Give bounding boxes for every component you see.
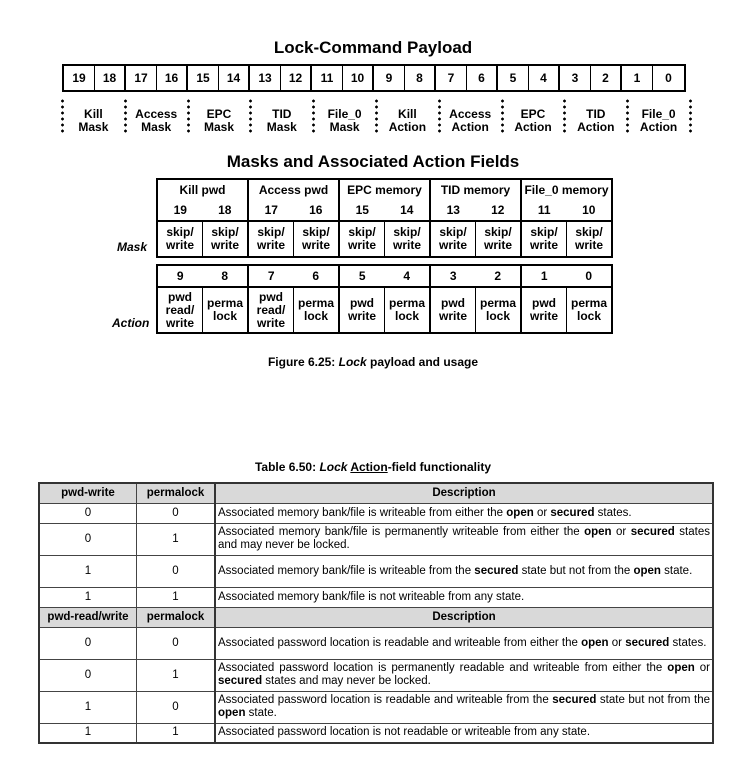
cell-line: write bbox=[210, 238, 239, 252]
action-cell bbox=[203, 287, 249, 333]
value-a: 0 bbox=[39, 523, 137, 555]
field-label bbox=[565, 108, 627, 134]
field-label-line2: Mask bbox=[141, 120, 172, 134]
cell-line: read/ bbox=[256, 302, 286, 317]
cell-line: pwd bbox=[168, 289, 192, 304]
cell-line: skip/ bbox=[211, 225, 239, 239]
cell-line: perma bbox=[479, 296, 517, 310]
bit-cell: 12 bbox=[281, 66, 312, 90]
cell-line: write bbox=[529, 238, 558, 252]
cell-line: lock bbox=[303, 309, 328, 323]
bit-cell: 11 bbox=[312, 66, 343, 90]
bit-cell: 14 bbox=[219, 66, 250, 90]
mask-row-label: Mask bbox=[117, 240, 148, 254]
col-header-2: permalock bbox=[137, 607, 216, 627]
field-label bbox=[251, 108, 313, 134]
spacer-cell bbox=[157, 257, 203, 265]
description-cell bbox=[215, 555, 713, 587]
field-label bbox=[125, 108, 187, 134]
mask-cell bbox=[294, 221, 340, 257]
value-a: 1 bbox=[39, 723, 137, 743]
table-row bbox=[39, 587, 713, 607]
figure-caption-suffix: payload and usage bbox=[366, 355, 479, 369]
cell-line: write bbox=[392, 238, 421, 252]
bit-cell: 16 bbox=[157, 66, 188, 90]
col-header-description: Description bbox=[215, 483, 713, 503]
bit-cell: 0 bbox=[665, 71, 672, 85]
description-emphasis: secured bbox=[474, 564, 519, 577]
cell-line: write bbox=[301, 238, 330, 252]
action-bit-number: 9 bbox=[157, 265, 203, 287]
description-text: state. bbox=[660, 564, 693, 577]
cell-line: write bbox=[165, 315, 194, 330]
mask-cell bbox=[567, 221, 613, 257]
mask-bit-number: 17 bbox=[248, 201, 294, 221]
mask-bit-number: 18 bbox=[203, 201, 249, 221]
description-text: or bbox=[608, 636, 626, 649]
field-label-line1: Kill bbox=[84, 107, 103, 121]
description-text: state but not from the bbox=[596, 694, 711, 706]
col-header-1: pwd-write bbox=[39, 483, 137, 503]
col-header-1: pwd-read/write bbox=[39, 607, 137, 627]
description-text: states. bbox=[669, 636, 707, 649]
value-b: 0 bbox=[137, 503, 216, 523]
field-label bbox=[188, 108, 250, 134]
value-a: 1 bbox=[39, 555, 137, 587]
table-row bbox=[39, 659, 713, 691]
spacer-cell bbox=[294, 257, 340, 265]
description-emphasis: secured bbox=[218, 675, 263, 687]
mask-bit-number: 14 bbox=[385, 201, 431, 221]
action-cell bbox=[157, 287, 203, 333]
action-cell bbox=[294, 287, 340, 333]
value-a: 0 bbox=[39, 503, 137, 523]
field-label-line2: Action bbox=[639, 120, 678, 134]
description-cell bbox=[215, 523, 713, 555]
mask-cell bbox=[385, 221, 431, 257]
cell-line: perma bbox=[206, 296, 244, 310]
bit-cell: 10 bbox=[343, 66, 374, 90]
table-caption-suffix: -field functionality bbox=[387, 460, 492, 474]
cell-line: skip/ bbox=[348, 225, 376, 239]
spacer-cell bbox=[203, 257, 249, 265]
description-emphasis: open bbox=[584, 526, 612, 538]
cell-line: write bbox=[529, 309, 558, 323]
field-label-line1: Kill bbox=[398, 107, 417, 121]
cell-line: skip/ bbox=[257, 225, 285, 239]
cell-line: lock bbox=[485, 309, 510, 323]
cell-line: lock bbox=[394, 309, 419, 323]
spacer-cell bbox=[430, 257, 476, 265]
action-bit-number: 2 bbox=[476, 265, 522, 287]
description-emphasis: secured bbox=[630, 526, 675, 538]
field-label-line1: Access bbox=[449, 107, 492, 121]
field-label-line1: EPC bbox=[206, 107, 232, 121]
bit-cell: 9 bbox=[374, 66, 405, 90]
bit-cell: 8 bbox=[405, 66, 436, 90]
spacer-cell bbox=[567, 257, 613, 265]
cell-line: write bbox=[347, 238, 376, 252]
cell-line: read/ bbox=[165, 302, 195, 317]
description-text: states and may never be locked. bbox=[262, 675, 431, 687]
mask-cell bbox=[476, 221, 522, 257]
field-label-line1: Access bbox=[135, 107, 178, 121]
description-emphasis: secured bbox=[552, 694, 597, 706]
bit-cell: 19 bbox=[64, 66, 95, 90]
bit-cell: 1 bbox=[622, 66, 653, 90]
field-label-line2: Mask bbox=[78, 120, 109, 134]
value-a: 1 bbox=[39, 691, 137, 723]
cell-line: skip/ bbox=[439, 225, 467, 239]
action-cell bbox=[339, 287, 385, 333]
col-header-description: Description bbox=[215, 607, 713, 627]
group-header: EPC memory bbox=[339, 179, 430, 201]
field-label-line2: Action bbox=[451, 120, 489, 134]
table-row bbox=[39, 503, 713, 523]
description-emphasis: open bbox=[506, 506, 534, 519]
mask-bit-number: 15 bbox=[339, 201, 385, 221]
description-text: state. bbox=[245, 707, 277, 719]
bit-cell: 13 bbox=[250, 66, 281, 90]
action-cell bbox=[476, 287, 522, 333]
value-a: 1 bbox=[39, 587, 137, 607]
table-row bbox=[39, 627, 713, 659]
cell-line: skip/ bbox=[484, 225, 512, 239]
mask-bit-number: 11 bbox=[521, 201, 567, 221]
description-cell bbox=[215, 659, 713, 691]
action-cell bbox=[430, 287, 476, 333]
field-label bbox=[502, 108, 564, 134]
figure-caption-prefix: Figure 6.25: bbox=[267, 355, 339, 369]
description-text: states. bbox=[594, 506, 632, 519]
mask-bit-number: 10 bbox=[567, 201, 613, 221]
value-b: 0 bbox=[137, 627, 216, 659]
cell-line: write bbox=[438, 238, 467, 252]
spacer-cell bbox=[339, 257, 385, 265]
description-text: Associated memory bank/file is permanently writeable from either the bbox=[218, 526, 585, 538]
action-bit-number: 4 bbox=[385, 265, 431, 287]
table-caption bbox=[0, 460, 746, 474]
mask-cell bbox=[203, 221, 249, 257]
field-label-line1: TID bbox=[272, 107, 292, 121]
field-label bbox=[439, 108, 501, 134]
group-header: TID memory bbox=[430, 179, 521, 201]
cell-line: pwd bbox=[441, 296, 465, 310]
value-b: 1 bbox=[137, 659, 216, 691]
action-bit-number: 8 bbox=[203, 265, 249, 287]
mask-cell bbox=[430, 221, 476, 257]
table-caption-prefix: Table 6.50: bbox=[254, 460, 320, 474]
masks-title: Masks and Associated Action Fields bbox=[226, 152, 520, 171]
mask-cell bbox=[521, 221, 567, 257]
action-field-table bbox=[38, 482, 714, 744]
value-b: 1 bbox=[137, 587, 216, 607]
cell-line: skip/ bbox=[393, 225, 421, 239]
bit-cell: 2 bbox=[591, 66, 622, 90]
bit-cell: 17 bbox=[126, 66, 157, 90]
mask-cell bbox=[248, 221, 294, 257]
description-emphasis: secured bbox=[550, 506, 595, 519]
mask-bit-number: 13 bbox=[430, 201, 476, 221]
mask-cell bbox=[157, 221, 203, 257]
value-a: 0 bbox=[39, 659, 137, 691]
description-text: Associated memory bank/file is writeable from either the bbox=[218, 506, 507, 519]
description-emphasis: secured bbox=[625, 636, 670, 649]
description-text: states and may never be locked. bbox=[218, 526, 710, 551]
description-text: or bbox=[694, 662, 710, 674]
description-cell bbox=[215, 627, 713, 659]
field-label-line1: EPC bbox=[520, 107, 546, 121]
description-text: Associated memory bank/file is writeable from the bbox=[218, 564, 475, 577]
description-text: Associated password location is readable and writeable from either the bbox=[218, 636, 582, 649]
spacer-cell bbox=[385, 257, 431, 265]
description-emphasis: open bbox=[633, 564, 661, 577]
table-row bbox=[39, 691, 713, 723]
bit-cell: 6 bbox=[467, 66, 498, 90]
group-header: Kill pwd bbox=[157, 179, 248, 201]
col-header-2: permalock bbox=[137, 483, 216, 503]
description-emphasis: open bbox=[667, 662, 695, 674]
field-label-line1: File_0 bbox=[327, 107, 362, 121]
description-text: or bbox=[533, 506, 551, 519]
field-label-line2: Action bbox=[388, 120, 427, 134]
description-cell bbox=[215, 691, 713, 723]
action-bit-number: 0 bbox=[567, 265, 613, 287]
value-b: 1 bbox=[137, 723, 216, 743]
cell-line: skip/ bbox=[302, 225, 330, 239]
cell-line: skip/ bbox=[166, 225, 194, 239]
field-label-line1: File_0 bbox=[641, 107, 676, 121]
cell-line: write bbox=[347, 309, 376, 323]
value-b: 0 bbox=[137, 691, 216, 723]
bit-cell: 7 bbox=[436, 66, 467, 90]
action-bit-number: 1 bbox=[521, 265, 567, 287]
field-label bbox=[628, 108, 690, 134]
cell-line: skip/ bbox=[530, 225, 558, 239]
description-text: state but not from the bbox=[518, 564, 634, 577]
action-cell bbox=[567, 287, 613, 333]
cell-line: write bbox=[574, 238, 603, 252]
cell-line: pwd bbox=[350, 296, 374, 310]
field-label-line2: Action bbox=[577, 120, 615, 134]
field-labels bbox=[62, 98, 690, 138]
description-cell bbox=[215, 587, 713, 607]
spacer-cell bbox=[476, 257, 522, 265]
cell-line: write bbox=[483, 238, 512, 252]
description-emphasis: open bbox=[581, 636, 609, 649]
cell-line: write bbox=[165, 238, 194, 252]
bit-cell: 4 bbox=[529, 66, 560, 90]
bit-cell: 3 bbox=[560, 66, 591, 90]
figure-caption-italic: Lock bbox=[338, 355, 367, 369]
mask-action-table bbox=[156, 178, 613, 334]
mask-cell bbox=[339, 221, 385, 257]
cell-line: pwd bbox=[532, 296, 556, 310]
description-text: Associated memory bank/file is not writeable from any state. bbox=[218, 590, 525, 603]
cell-line: lock bbox=[576, 309, 601, 323]
table-caption-italic: Lock bbox=[319, 460, 348, 474]
field-label bbox=[62, 108, 124, 134]
action-row-label: Action bbox=[112, 316, 150, 330]
bit-bar bbox=[62, 64, 686, 92]
field-label-line1: TID bbox=[586, 107, 606, 121]
field-label-line2: Mask bbox=[329, 120, 360, 134]
table-caption-underlined: Action bbox=[350, 460, 388, 474]
field-label bbox=[314, 108, 376, 134]
payload-title: Lock-Command Payload bbox=[273, 38, 473, 57]
action-bit-number: 7 bbox=[248, 265, 294, 287]
value-b: 1 bbox=[137, 523, 216, 555]
description-cell bbox=[215, 723, 713, 743]
description-text: Associated password location is readable and writeable from the bbox=[218, 694, 553, 706]
field-label-line2: Mask bbox=[266, 120, 297, 134]
bit-cell: 15 bbox=[188, 66, 219, 90]
action-bit-number: 5 bbox=[339, 265, 385, 287]
description-text: Associated password location is permanently readable and writeable from either the bbox=[218, 662, 668, 674]
field-label bbox=[376, 108, 438, 134]
group-header: Access pwd bbox=[248, 179, 339, 201]
cell-line: skip/ bbox=[575, 225, 603, 239]
field-label-line2: Action bbox=[514, 120, 552, 134]
cell-line: perma bbox=[570, 296, 608, 310]
cell-line: lock bbox=[212, 309, 237, 323]
spacer-cell bbox=[521, 257, 567, 265]
group-header: File_0 memory bbox=[521, 179, 612, 201]
action-bit-number: 3 bbox=[430, 265, 476, 287]
cell-line: pwd bbox=[259, 289, 283, 304]
description-text: Associated password location is not readable or writeable from any state. bbox=[218, 726, 591, 739]
description-cell bbox=[215, 503, 713, 523]
mask-bit-number: 16 bbox=[294, 201, 340, 221]
figure-caption bbox=[0, 355, 746, 369]
action-bit-number: 6 bbox=[294, 265, 340, 287]
description-emphasis: open bbox=[218, 707, 246, 719]
cell-line: perma bbox=[388, 296, 426, 310]
bit-cell: 18 bbox=[95, 66, 126, 90]
cell-line: write bbox=[256, 238, 285, 252]
mask-bit-number: 19 bbox=[157, 201, 203, 221]
spacer-cell bbox=[248, 257, 294, 265]
cell-line: write bbox=[256, 315, 285, 330]
cell-line: write bbox=[438, 309, 467, 323]
field-label-line2: Mask bbox=[203, 120, 235, 134]
value-b: 0 bbox=[137, 555, 216, 587]
table-row bbox=[39, 555, 713, 587]
value-a: 0 bbox=[39, 627, 137, 659]
table-row bbox=[39, 723, 713, 743]
cell-line: perma bbox=[297, 296, 335, 310]
action-cell bbox=[385, 287, 431, 333]
bit-cell: 5 bbox=[498, 66, 529, 90]
description-text: or bbox=[611, 526, 631, 538]
action-cell bbox=[248, 287, 294, 333]
mask-bit-number: 12 bbox=[476, 201, 522, 221]
table-row bbox=[39, 523, 713, 555]
action-cell bbox=[521, 287, 567, 333]
